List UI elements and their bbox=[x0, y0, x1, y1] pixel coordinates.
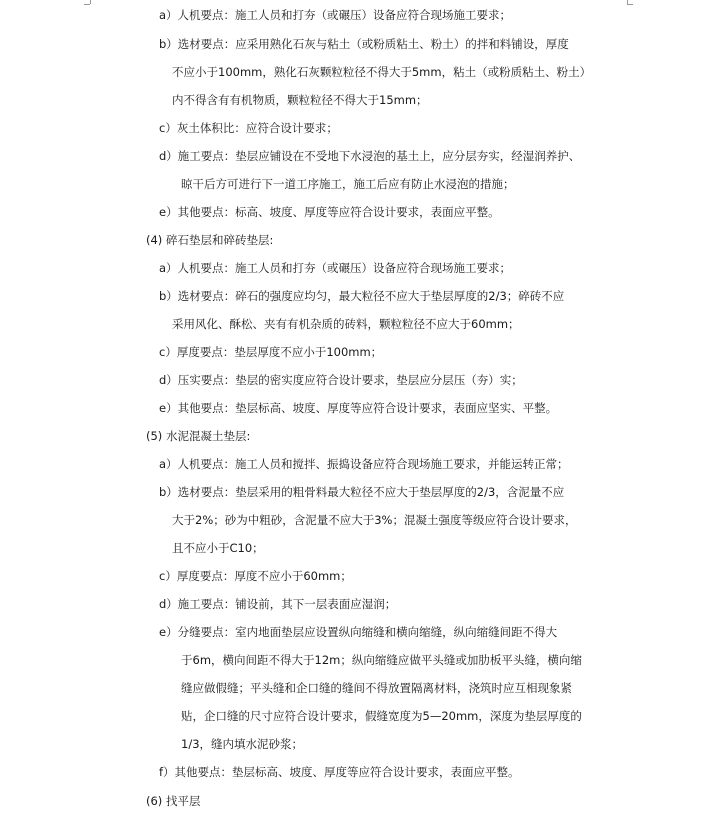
text-line: d）压实要点：垫层的密实度应符合设计要求，垫层应分层压（夯）实； bbox=[159, 373, 523, 387]
text-line: c）灰土体积比：应符合设计要求； bbox=[159, 121, 338, 135]
margin-mark-right-h bbox=[627, 4, 633, 5]
text-line: b）选材要点：应采用熟化石灰与粘土（或粉质粘土、粉土）的拌和料铺设，厚度 bbox=[159, 37, 569, 51]
text-line: a）人机要点：施工人员和打夯（或碾压）设备应符合现场施工要求； bbox=[159, 261, 512, 275]
text-line: a）人机要点：施工人员和搅拌、振捣设备应符合现场施工要求，并能运转正常； bbox=[159, 457, 569, 471]
text-line: e）其他要点：垫层标高、坡度、厚度等应符合设计要求，表面应坚实、平整。 bbox=[159, 401, 558, 415]
text-line: 大于2%；砂为中粗砂，含泥量不应大于3%；混凝土强度等级应符合设计要求， bbox=[172, 513, 577, 527]
text-line: 贴，企口缝的尺寸应符合设计要求，假缝宽度为5—20mm，深度为垫层厚度的 bbox=[181, 709, 582, 723]
section-heading: (4) 碎石垫层和碎砖垫层: bbox=[146, 233, 274, 247]
text-line: 采用风化、酥松、夹有有机杂质的砖料，颗粒粒径不应大于60mm； bbox=[172, 317, 520, 331]
text-line: f）其他要点：垫层标高、坡度、厚度等应符合设计要求，表面应平整。 bbox=[159, 765, 520, 779]
text-line: b）选材要点：垫层采用的粗骨料最大粒径不应大于垫层厚度的2/3，含泥量不应 bbox=[159, 485, 565, 499]
section-heading: (6) 找平层 bbox=[146, 794, 201, 808]
section-heading: (5) 水泥混凝土垫层: bbox=[146, 429, 251, 443]
text-line: d）施工要点：铺设前，其下一层表面应湿润； bbox=[159, 597, 397, 611]
text-line: e）其他要点：标高、坡度、厚度等应符合设计要求，表面应平整。 bbox=[159, 205, 500, 219]
text-line: 内不得含有有机物质，颗粒粒径不得大于15mm； bbox=[172, 93, 428, 107]
text-line: 且不应小于C10； bbox=[172, 541, 264, 555]
text-line: e）分缝要点：室内地面垫层应设置纵向缩缝和横向缩缝，纵向缩缝间距不得大 bbox=[159, 625, 558, 639]
text-line: d）施工要点：垫层应铺设在不受地下水浸泡的基土上，应分层夯实，经湿润养护、 bbox=[159, 149, 581, 163]
text-line: 1/3，缝内填水泥砂浆； bbox=[181, 737, 304, 751]
text-line: c）厚度要点：垫层厚度不应小于100mm； bbox=[159, 345, 383, 359]
text-line: a）人机要点：施工人员和打夯（或碾压）设备应符合现场施工要求； bbox=[159, 8, 512, 22]
text-line: b）选材要点：碎石的强度应均匀，最大粒径不应大于垫层厚度的2/3；碎砖不应 bbox=[159, 289, 565, 303]
margin-mark-left-h bbox=[84, 4, 90, 5]
text-line: 缝应做假缝；平头缝和企口缝的缝间不得放置隔离材料，浇筑时应互相现象紧 bbox=[181, 681, 572, 695]
text-line: 不应小于100mm，熟化石灰颗粒粒径不得大于5mm，粘土（或粉质粘土、粉土） bbox=[172, 65, 592, 79]
text-line: 晾干后方可进行下一道工序施工，施工后应有防止水浸泡的措施； bbox=[181, 177, 515, 191]
text-line: 于6m，横向间距不得大于12m；纵向缩缝应做平头缝或加肋板平头缝，横向缩 bbox=[181, 653, 582, 667]
margin-mark-left bbox=[90, 0, 91, 4]
text-line: c）厚度要点：厚度不应小于60mm； bbox=[159, 569, 352, 583]
